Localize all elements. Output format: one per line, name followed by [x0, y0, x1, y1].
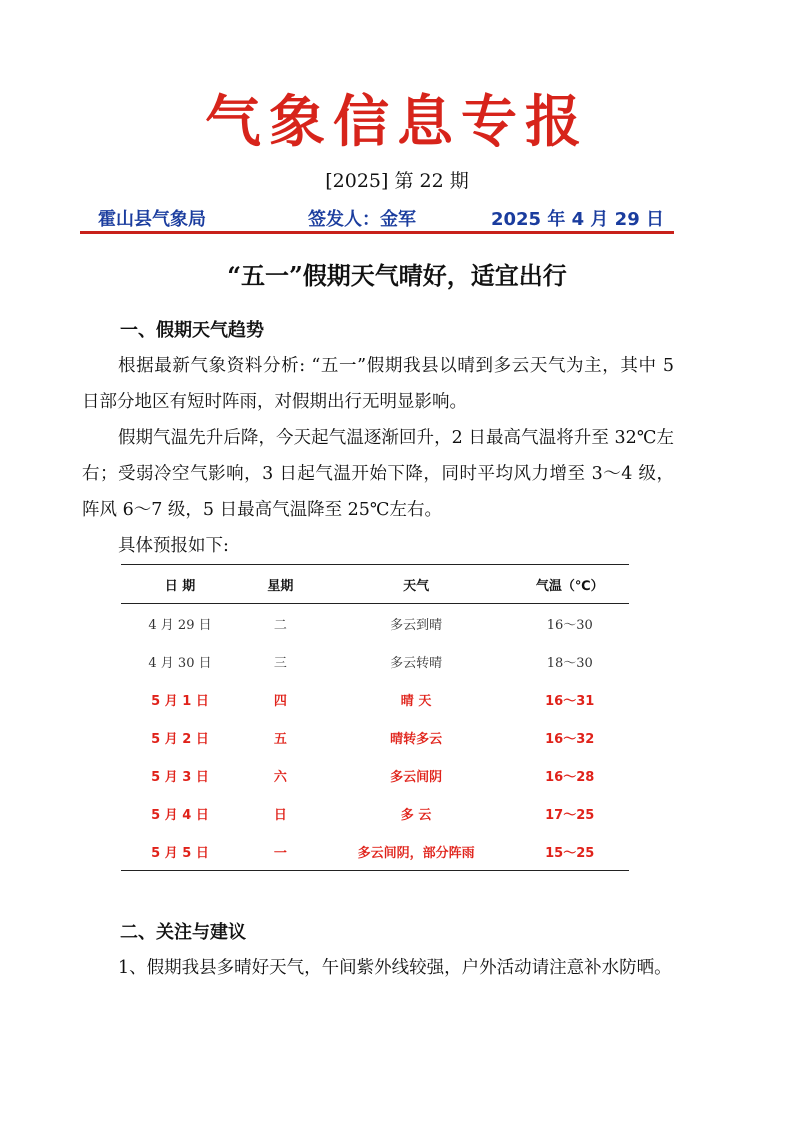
- cell-weather: 多云间阴: [390, 769, 443, 785]
- table-row: [121, 680, 629, 718]
- cell-weekday: 一: [239, 832, 322, 871]
- column-header-date: 日 期: [121, 565, 239, 604]
- cell-temperature: 16～28: [545, 769, 595, 785]
- cell-date: 4 月 30 日: [148, 655, 212, 671]
- table-row: [121, 604, 629, 643]
- forecast-table-body: [121, 604, 629, 871]
- issue-number: [2025] 第 22 期: [325, 170, 469, 192]
- trend-paragraph-1: 根据最新气象资料分析: “五一”假期我县以晴到多云天气为主，其中 5 日部分地区有短时阵雨，对假期出行无明显影响。: [82, 356, 674, 412]
- cell-date: 5 月 2 日: [151, 731, 209, 747]
- cell-weather: 多 云: [400, 807, 432, 823]
- masthead-title: 气象信息专报: [205, 89, 589, 155]
- advice-paragraph-1: 1、假期我县多晴好天气，午间紫外线较强，户外活动请注意补水防晒。: [118, 958, 672, 978]
- table-row: [121, 642, 629, 680]
- cell-weekday: 二: [273, 617, 287, 633]
- cell-weather: 多云转晴: [390, 655, 443, 671]
- table-row: [121, 832, 629, 871]
- cell-date: 4 月 29 日: [148, 617, 212, 633]
- cell-date: 5 月 5 日: [121, 832, 239, 871]
- cell-weather: 多云到晴: [390, 617, 443, 633]
- section-heading-trend: 一、假期天气趋势: [120, 320, 264, 341]
- cell-date: 5 月 4 日: [151, 807, 209, 823]
- table-row: [121, 794, 629, 832]
- cell-weekday: 五: [273, 731, 287, 747]
- column-header-weekday: 星期: [239, 565, 322, 604]
- trend-paragraph-3: 具体预报如下:: [118, 536, 229, 556]
- cell-temperature: 16～32: [545, 731, 595, 747]
- cell-weather: 晴转多云: [390, 731, 443, 747]
- cell-temperature: 16～31: [545, 693, 595, 709]
- table-row: [121, 718, 629, 756]
- cell-temperature: 18～30: [546, 655, 593, 671]
- forecast-table: [121, 564, 629, 871]
- cell-weekday: 三: [273, 655, 287, 671]
- cell-temperature: 16～30: [546, 617, 593, 633]
- bureau-name: 霍山县气象局: [98, 209, 206, 230]
- column-header-weather: 天气: [322, 565, 511, 604]
- cell-date: 5 月 1 日: [151, 693, 209, 709]
- header-divider: [80, 231, 674, 234]
- cell-temperature: 17～25: [545, 807, 595, 823]
- table-row: [121, 756, 629, 794]
- column-header-temperature: 气温（℃）: [510, 565, 629, 604]
- trend-paragraph-2: 假期气温先升后降，今天起气温逐渐回升，2 日最高气温将升至 32℃左右；受弱冷空气影响，3 日起气温开始下降，同时平均风力增至 3～4 级，阵风 6～7 级，5 日最高气温降至 25℃左右。: [82, 428, 674, 520]
- cell-weekday: 日: [273, 807, 287, 823]
- cell-weather: 多云间阴，部分阵雨: [322, 832, 511, 871]
- issuer-name: 签发人：金军: [308, 209, 416, 230]
- issue-date: 2025 年 4 月 29 日: [490, 209, 664, 230]
- cell-date: 5 月 3 日: [151, 769, 209, 785]
- section-heading-advice: 二、关注与建议: [120, 922, 246, 943]
- table-header-row: [121, 565, 629, 604]
- cell-weekday: 四: [273, 693, 287, 709]
- cell-weather: 晴 天: [400, 693, 432, 709]
- cell-weekday: 六: [273, 769, 287, 785]
- document-title: “五一”假期天气晴好，适宜出行: [227, 261, 567, 290]
- cell-temperature: 15～25: [510, 832, 629, 871]
